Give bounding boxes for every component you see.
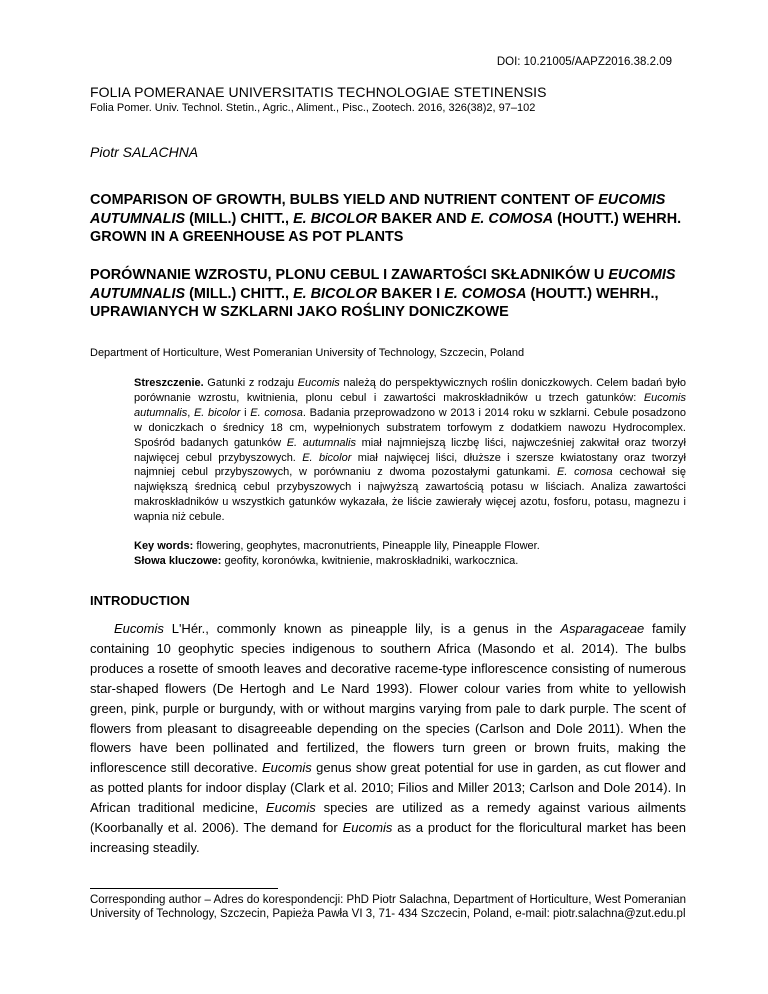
footnote-divider [90,888,278,889]
section-heading-introduction: INTRODUCTION [90,593,190,608]
journal-citation: Folia Pomer. Univ. Technol. Stetin., Agric., Aliment., Pisc., Zootech. 2016, 326(38)2, 97–102 [90,102,536,114]
doi-line: DOI: 10.21005/AAPZ2016.38.2.09 [496,56,672,68]
introduction-paragraph: Eucomis L'Hér., commonly known as pineapple lily, is a genus in the Asparagaceae family containing 10 geophytic species indigenous to southern Africa (Masondo et al. 2014). The bulbs produces a rosette of smooth leaves and decorative raceme-type inflorescence consisting of numerous star-shaped flowers (De Hertogh and Le Nard 1993). Flower colour varies from white to yellowish green, pink, purple or burgundy, with or without margins varying from pale to dark purple. The scent of flowers from pleasant to disagreeable depending on the species (Carlson and Dole 2011). When the flowers have been pollinated and fertilized, the flowers turn green or brown fruits, making the inflorescence still decorative. Eucomis genus show great potential for use in garden, as cut flower and as potted plants for indoor display (Clark et al. 2010; Filios and Miller 2013; Carlson and Dole 2014). In African traditional medicine, Eucomis species are utilized as a remedy against various ailments (Koorbanally et al. 2006). The demand for Eucomis as a product for the floricultural market has been increasing steadily. [90,621,686,855]
keywords-english: Key words: flowering, geophytes, macronutrients, Pineapple lily, Pineapple Flower. [134,540,540,552]
journal-title: FOLIA POMERANAE UNIVERSITATIS TECHNOLOGIAE STETINENSIS [90,84,547,100]
title-polish: PORÓWNANIE WZROSTU, PLONU CEBUL I ZAWARTOŚCI SKŁADNIKÓW U EUCOMIS AUTUMNALIS (MILL.) CHITT., E. BICOLOR BAKER I E. COMOSA (HOUTT.) WEHRH., UPRAWIANYCH W SZKLARNI JAKO ROŚLINY DONICZKOWE [90,267,676,320]
footnote-corresponding-author: Corresponding author – Adres do korespondencji: PhD Piotr Salachna, Department of Horticulture, West Pomeranian University of Technology, Szczecin, Papieża Pawła VI 3, 71- 434 Szczecin, Poland, e-mail: piotr.salachna@zut.edu.pl [90,894,686,921]
title-english: COMPARISON OF GROWTH, BULBS YIELD AND NUTRIENT CONTENT OF EUCOMIS AUTUMNALIS (MILL.) CHITT., E. BICOLOR BAKER AND E. COMOSA (HOUTT.) WEHRH. GROWN IN A GREENHOUSE AS POT PLANTS [90,192,682,245]
keywords-polish: Słowa kluczowe: geofity, koronówka, kwitnienie, makroskładniki, warkocznica. [134,555,519,567]
abstract: Streszczenie. Gatunki z rodzaju Eucomis należą do perspektywicznych roślin doniczkowych. Celem badań było porównanie wzrostu, kwitnienia, plonu cebul i zawartości makroskładników u trzech gatunków: Eucomis autumnalis, E. bicolor i E. comosa. Badania przeprowadzono w 2013 i 2014 roku w szklarni. Cebule posadzono w doniczkach o średnicy 18 cm, wypełnionych substratem torfowym z dodatkiem nawozu Hydrocomplex. Spośród badanych gatunków E. autumnalis miał najmniejszą liczbę liści, najwcześniej zakwitał oraz tworzył najwięcej cebul przybyszowych. E. bicolor miał najwięcej liści, dłuższe i szersze kwiatostany oraz tworzył najmniej cebul przybyszowych, w porównaniu z dwoma pozostałymi gatunkami. E. comosa cechował się największą średnicą cebul przybyszowych i najwyższą zawartością potasu w liściach. Analiza zawartości makroskładników u wszystkich gatunków wykazała, że liście zawierały więcej azotu, fosforu, potasu, magnezu i wapnia niż cebule. [134,377,686,524]
abstract-label: Streszczenie. [134,377,204,389]
author-name: Piotr SALACHNA [90,144,199,160]
affiliation: Department of Horticulture, West Pomeranian University of Technology, Szczecin, Poland [90,347,525,359]
